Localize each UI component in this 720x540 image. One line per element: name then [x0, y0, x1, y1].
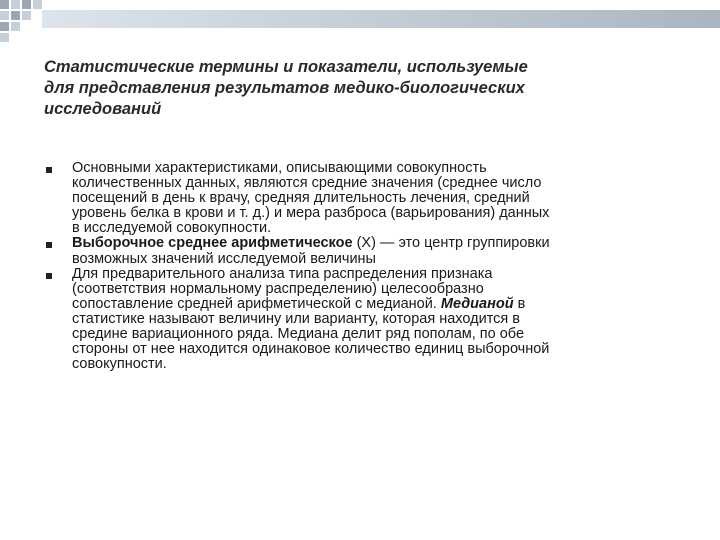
- corner-decoration: [0, 0, 60, 60]
- bullet-text-line: [72, 282, 676, 297]
- bullet-list: [46, 161, 676, 372]
- bullet-text-line: [72, 252, 676, 267]
- text-segment: в исследуемой совокупности.: [72, 220, 272, 237]
- bullet-text-line: [72, 342, 676, 357]
- text-segment: посещений в день к врачу, средняя длительность лечения, средний: [72, 190, 530, 207]
- bullet-item: [46, 161, 676, 236]
- decorative-square: [11, 22, 20, 31]
- text-segment: стороны от нее находится одинаковое количество единиц выборочной: [72, 341, 550, 358]
- text-segment: количественных данных, являются средние значения (среднее число: [72, 175, 542, 192]
- text-segment: Медианой: [440, 295, 514, 312]
- text-segment: уровень белка в крови и т. д.) и мера разброса (варьирования) данных: [72, 205, 550, 222]
- bullet-text-line: [72, 357, 676, 372]
- text-segment: Выборочное среднее арифметическое: [72, 235, 353, 252]
- decorative-square: [0, 11, 9, 20]
- text-segment: статистике называют величину или варианту, которая находится в: [72, 310, 521, 327]
- decorative-square: [22, 0, 31, 9]
- bullet-text-line: [72, 312, 676, 327]
- decorative-square: [0, 0, 9, 9]
- decorative-square: [11, 0, 20, 9]
- bullet-text-line: [72, 221, 676, 236]
- text-segment: Для предварительного анализа типа распределения признака: [72, 265, 493, 282]
- square-bullet-icon: [46, 242, 52, 248]
- square-bullet-icon: [46, 167, 52, 173]
- slide-title: [44, 57, 664, 120]
- decorative-square: [11, 11, 20, 20]
- bullet-item: [46, 267, 676, 373]
- title-line: исследований: [44, 100, 162, 118]
- bullet-text-line: [72, 297, 676, 312]
- decorative-square: [22, 11, 31, 20]
- text-segment: в: [513, 295, 526, 312]
- decorative-square: [33, 0, 42, 9]
- text-segment: (X) — это центр группировки: [352, 235, 550, 252]
- bullet-text-line: [72, 206, 676, 221]
- text-segment: сопоставление средней арифметической с медианой.: [72, 295, 441, 312]
- text-segment: совокупности.: [72, 356, 167, 373]
- text-segment: возможных значений исследуемой величины: [72, 250, 376, 267]
- square-bullet-icon: [46, 273, 52, 279]
- bullet-text-line: [72, 161, 676, 176]
- top-decorative-bar: [42, 10, 720, 28]
- text-segment: Основными характеристиками, описывающими совокупность: [72, 160, 487, 176]
- bullet-text-line: [72, 327, 676, 342]
- bullet-item: [46, 236, 676, 266]
- text-segment: (соответствия нормальному распределению) целесообразно: [72, 280, 484, 297]
- text-segment: средине вариационного ряда. Медиана делит ряд пополам, по обе: [72, 326, 525, 343]
- bullet-text-line: [72, 267, 676, 282]
- title-line: Статистические термины и показатели, используемые: [44, 58, 528, 76]
- decorative-square: [0, 33, 9, 42]
- bullet-text-line: [72, 236, 676, 251]
- bullet-text-line: [72, 176, 676, 191]
- bullet-text-line: [72, 191, 676, 206]
- title-line: для представления результатов медико-биологических: [44, 79, 525, 97]
- decorative-square: [0, 22, 9, 31]
